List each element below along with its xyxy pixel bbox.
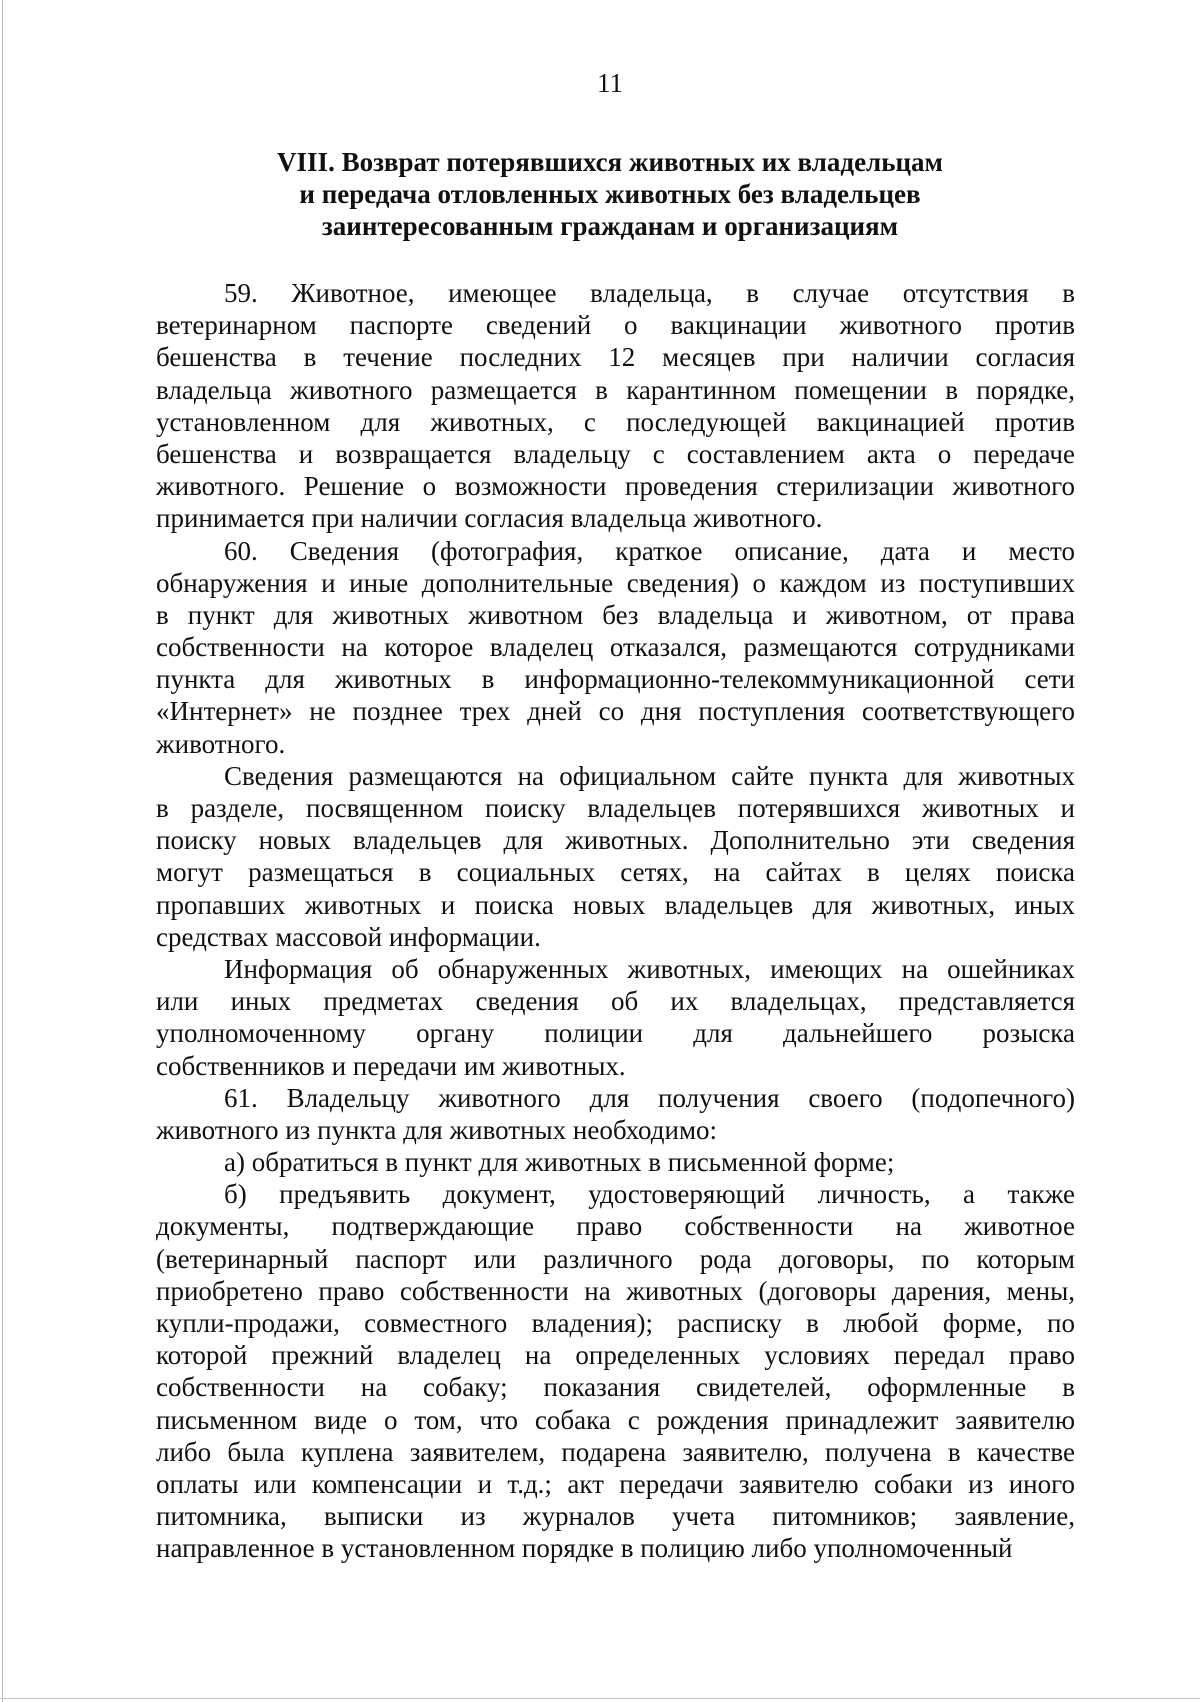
text-line: собственников и передачи им животных. [156,1050,626,1081]
text-line: приобретено право собственности на животных (договоры дарения, мены, [156,1275,1075,1306]
heading-line: заинтересованным гражданам и организациям [321,211,899,241]
paragraph [156,953,1075,1082]
text-line: животного. Решение о возможности проведения стерилизации животного [156,471,1075,502]
text-line: письменном виде о том, что собака с рождения принадлежит заявителю [156,1404,1075,1435]
text-line: обнаружения и иные дополнительные сведения) о каждом из поступивших [156,567,1075,598]
text-line: поиску новых владельцев для животных. Дополнительно эти сведения [156,825,1075,856]
paragraph [156,760,1075,953]
text-line: оплаты или компенсации и т.д.; акт передачи заявителю собаки из иного [156,1468,1075,1499]
text-line: или иных предметах сведения об их владельцах, представляется [156,986,1075,1017]
text-line: могут размещаться в социальных сетях, на сайтах в целях поиска [156,857,1075,888]
text-line: Сведения размещаются на официальном сайте пункта для животных [224,760,1075,791]
text-line: документы, подтверждающие право собственности на животное [156,1211,1075,1242]
text-line: животного. [156,728,286,759]
text-line: 59. Животное, имеющее владельца, в случае отсутствия в [224,278,1075,308]
scan-edge-left [2,0,3,1702]
text-line: пропавших животных и поиска новых владельцев для животных, иных [156,889,1075,920]
page-number: 11 [597,68,623,98]
text-line: принимается при наличии согласия владельца животного. [156,503,823,534]
text-line: бешенства в течение последних 12 месяцев при наличии согласия [156,342,1075,373]
text-line: «Интернет» не позднее трех дней со дня поступления соответствующего [156,696,1075,727]
text-line: владельца животного размещается в карантинном помещении в порядке, [156,374,1075,405]
paragraph [156,1178,1075,1564]
heading-line: и передача отловленных животных без владельцев [299,179,921,209]
text-line: (ветеринарный паспорт или различного рода договоры, по которым [156,1243,1075,1274]
text-line: уполномоченному органу полиции для дальнейшего розыска [156,1018,1075,1049]
text-line: 60. Сведения (фотография, краткое описание, дата и место [224,535,1075,566]
text-line: собственности на собаку; показания свидетелей, оформленные в [156,1372,1075,1403]
text-line: установленном для животных, с последующей вакцинацией против [156,406,1075,437]
text-line: питомника, выписки из журналов учета питомников; заявление, [156,1501,1075,1532]
text-line: которой прежний владелец на определенных условиях передал право [156,1340,1075,1371]
text-line: а) обратиться в пункт для животных в письменной форме; [224,1147,895,1178]
text-line: 61. Владельцу животного для получения своего (подопечного) [224,1082,1075,1113]
paragraph [156,1146,1075,1178]
document-body [156,277,1075,1565]
text-line: пункта для животных в информационно-телекоммуникационной сети [156,664,1075,695]
text-line: либо была куплена заявителем, подарена заявителю, получена в качестве [156,1436,1075,1467]
scan-edge-bottom [0,1698,1200,1699]
text-line: в разделе, посвященном поиску владельцев потерявшихся животных и [156,793,1075,823]
paragraph [156,277,1075,535]
section-heading [150,146,1070,242]
text-line: Информация об обнаруженных животных, имеющих на ошейниках [224,953,1075,984]
text-line: бешенства и возвращается владельцу с составлением акта о передаче [156,438,1075,469]
text-line: собственности на которое владелец отказался, размещаются сотрудниками [156,632,1075,663]
text-line: ветеринарном паспорте сведений о вакцинации животного против [156,310,1075,341]
text-line: б) предъявить документ, удостоверяющий личность, а также [224,1179,1075,1210]
text-line: средствах массовой информации. [156,921,541,952]
text-line: в пункт для животных животном без владельца и животном, от права [156,599,1075,630]
heading-line: VIII. Возврат потерявшихся животных их владельцам [277,147,943,177]
text-line: направленное в установленном порядке в полицию либо уполномоченный [156,1533,1013,1564]
paragraph [156,535,1075,760]
paragraph [156,1082,1075,1146]
text-line: животного из пункта для животных необходимо: [156,1114,718,1145]
text-line: купли-продажи, совместного владения); расписку в любой форме, по [156,1308,1075,1338]
